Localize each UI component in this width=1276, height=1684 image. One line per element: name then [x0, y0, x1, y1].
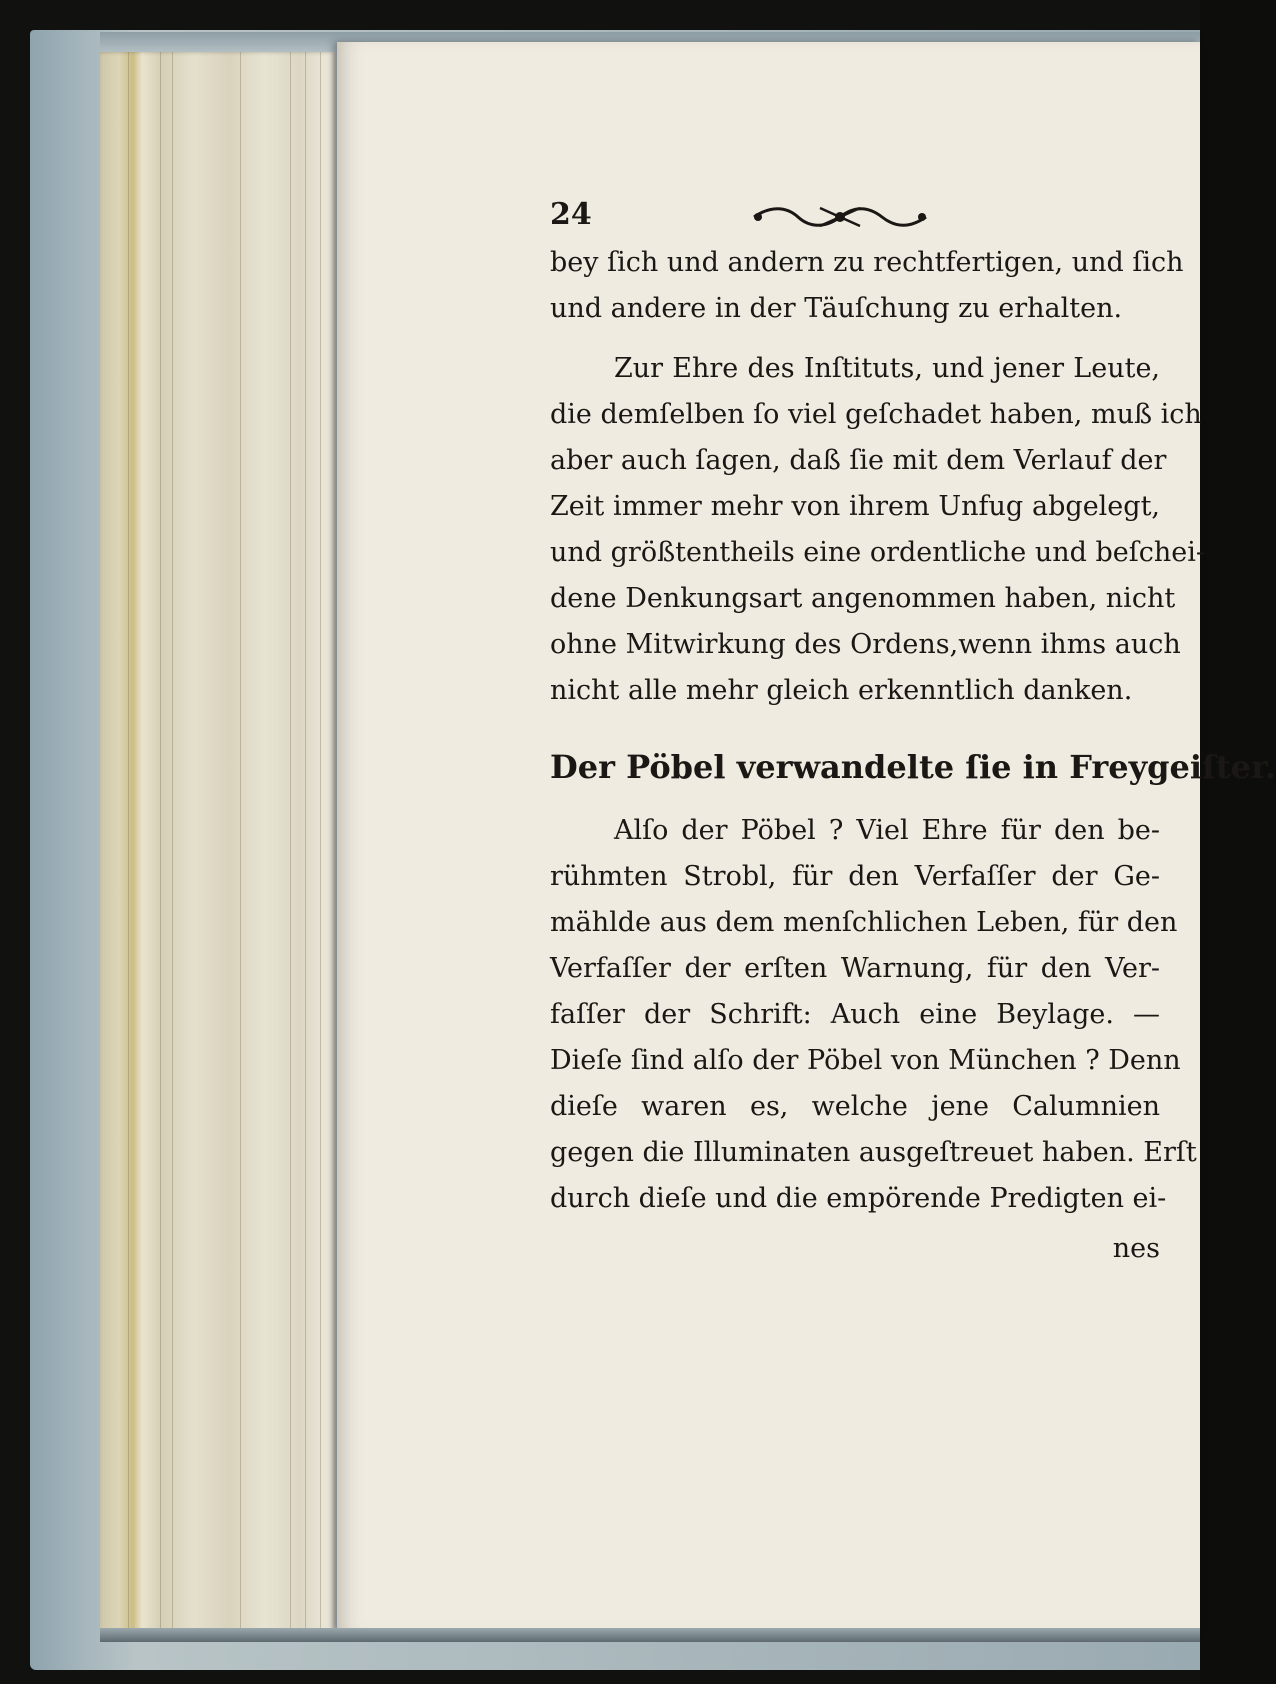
page-text-block — [550, 192, 1276, 1272]
page-block-edges — [100, 52, 335, 1632]
catchword: nes — [1112, 1233, 1160, 1264]
paragraph-3 — [550, 808, 1197, 1222]
text-line: nicht alle mehr gleich erkenntlich danken. — [550, 675, 1133, 706]
text-line: Zeit immer mehr von ihrem Unfug abgelegt, — [550, 491, 1160, 522]
ornament-icon — [750, 202, 930, 232]
text-line: dene Denkungsart angenommen haben, nicht — [550, 583, 1176, 614]
text-line: faſſer der Schrift: Auch eine Beylage. — — [550, 999, 1160, 1030]
book-page — [337, 42, 1276, 1632]
section-heading: Der Pöbel verwandelte ſie in Freygeiſter. — [550, 748, 1276, 786]
page-header — [550, 192, 1160, 240]
text-line: durch dieſe und die empörende Predigten ei- — [550, 1183, 1167, 1214]
text-line: die demſelben ſo viel geſchadet haben, muß ich — [550, 399, 1202, 430]
text-line: Dieſe ſind alſo der Pöbel von München ? Denn — [550, 1045, 1181, 1076]
page-number: 24 — [550, 197, 592, 232]
paragraph-1 — [550, 240, 1184, 332]
text-line: bey ſich und andern zu rechtfertigen, und ſich — [550, 247, 1184, 278]
text-line: Alſo der Pöbel ? Viel Ehre für den be- — [614, 815, 1160, 846]
text-line: Verfaſſer der erſten Warnung, für den Ver- — [550, 953, 1160, 984]
text-line: und größtentheils eine ordentliche und beſchei- — [550, 537, 1205, 568]
paragraph-2 — [550, 346, 1205, 714]
text-line: und andere in der Täuſchung zu erhalten. — [550, 293, 1123, 324]
text-line: gegen die Illuminaten ausgeſtreuet haben. Erſt — [550, 1137, 1197, 1168]
text-line: mählde aus dem menſchlichen Leben, für den — [550, 907, 1178, 938]
text-line: Zur Ehre des Inſtituts, und jener Leute, — [614, 353, 1160, 384]
text-line: aber auch ſagen, daß ſie mit dem Verlauf der — [550, 445, 1167, 476]
text-line: ohne Mitwirkung des Ordens,wenn ihms auch — [550, 629, 1181, 660]
text-line: rühmten Strobl, für den Verfaſſer der Ge- — [550, 861, 1160, 892]
cover-bottom-edge — [100, 1628, 1200, 1642]
text-line: dieſe waren es, welche jene Calumnien — [550, 1091, 1160, 1122]
